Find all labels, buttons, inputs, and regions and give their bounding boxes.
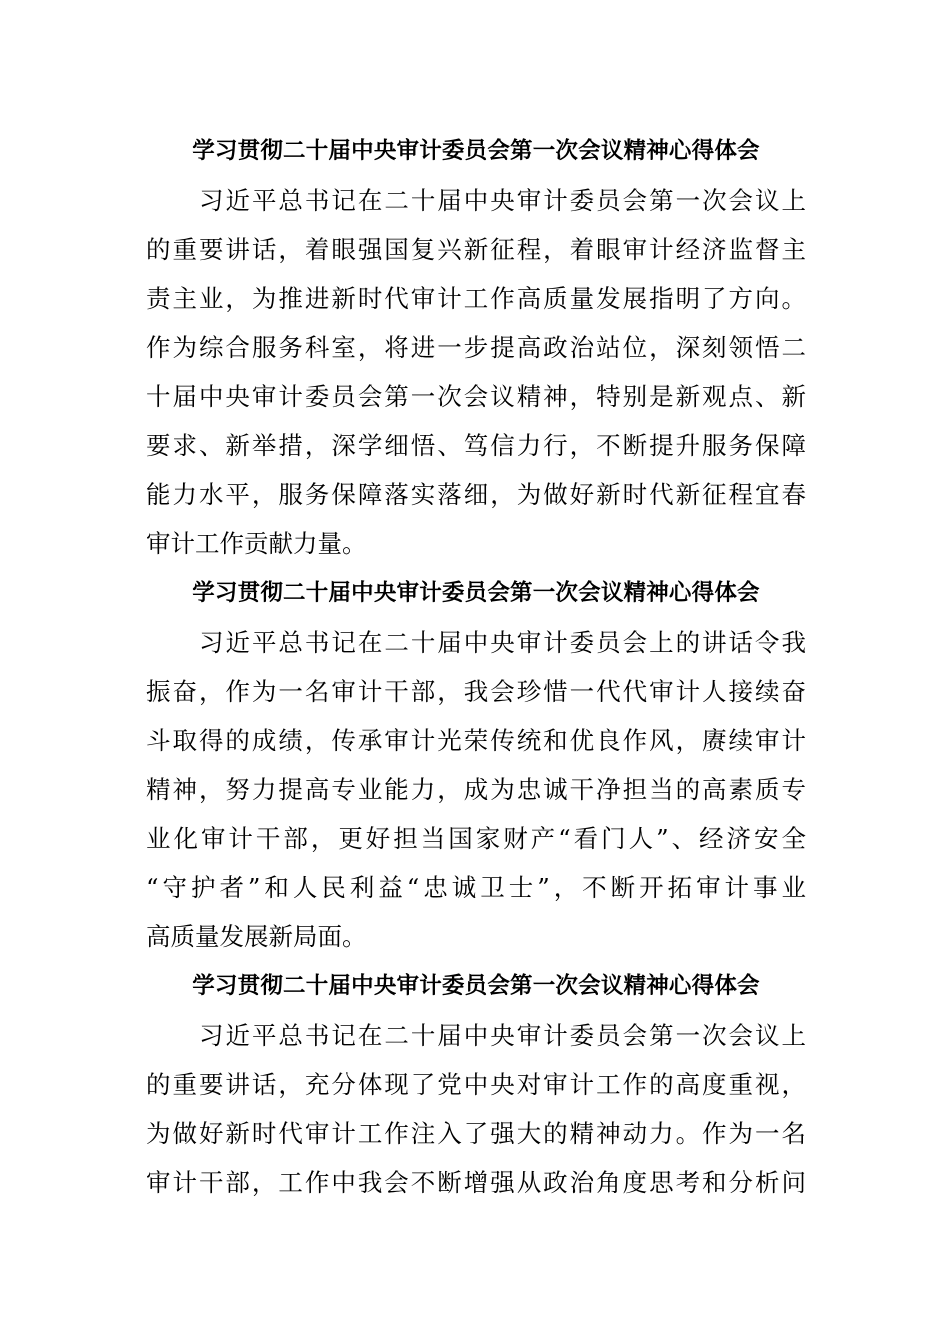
section-title: 学习贯彻二十届中央审计委员会第一次会议精神心得体会: [192, 580, 760, 606]
paragraph-line: 业化审计干部，更好担当国家财产“看门人”、经济安全: [146, 824, 806, 853]
document-body: [146, 126, 806, 1207]
paragraph-line: 的重要讲话，着眼强国复兴新征程，着眼审计经济监督主: [146, 235, 806, 264]
paragraph-line: 的重要讲话，充分体现了党中央对审计工作的高度重视，: [146, 1070, 806, 1099]
section-paragraph: [146, 618, 806, 961]
paragraph-line: 作为综合服务科室，将进一步提高政治站位，深刻领悟二: [146, 333, 806, 362]
paragraph-line: 习近平总书记在二十届中央审计委员会第一次会议上: [199, 1021, 806, 1050]
paragraph-line: 习近平总书记在二十届中央审计委员会第一次会议上: [199, 186, 806, 215]
section-title: 学习贯彻二十届中央审计委员会第一次会议精神心得体会: [192, 138, 760, 164]
section-title: 学习贯彻二十届中央审计委员会第一次会议精神心得体会: [192, 973, 760, 999]
paragraph-line: 为做好新时代审计工作注入了强大的精神动力。作为一名: [146, 1119, 806, 1148]
paragraph-line: 要求、新举措，深学细悟、笃信力行，不断提升服务保障: [146, 431, 806, 460]
paragraph-line: “守护者”和人民利益“忠诚卫士”，不断开拓审计事业: [146, 873, 806, 902]
paragraph-line: 审计干部，工作中我会不断增强从政治角度思考和分析问: [146, 1168, 806, 1197]
section-paragraph: [146, 1011, 806, 1207]
paragraph-line: 高质量发展新局面。: [146, 922, 367, 951]
section-paragraph: [146, 176, 806, 568]
paragraph-line: 斗取得的成绩，传承审计光荣传统和优良作风，赓续审计: [146, 726, 806, 755]
paragraph-line: 习近平总书记在二十届中央审计委员会上的讲话令我: [199, 628, 806, 657]
paragraph-line: 振奋，作为一名审计干部，我会珍惜一代代审计人接续奋: [146, 677, 806, 706]
paragraph-line: 审计工作贡献力量。: [146, 529, 367, 558]
paragraph-line: 精神，努力提高专业能力，成为忠诚干净担当的高素质专: [146, 775, 806, 804]
paragraph-line: 能力水平，服务保障落实落细，为做好新时代新征程宜春: [146, 480, 806, 509]
paragraph-line: 十届中央审计委员会第一次会议精神，特别是新观点、新: [146, 382, 806, 411]
paragraph-line: 责主业，为推进新时代审计工作高质量发展指明了方向。: [146, 284, 806, 313]
